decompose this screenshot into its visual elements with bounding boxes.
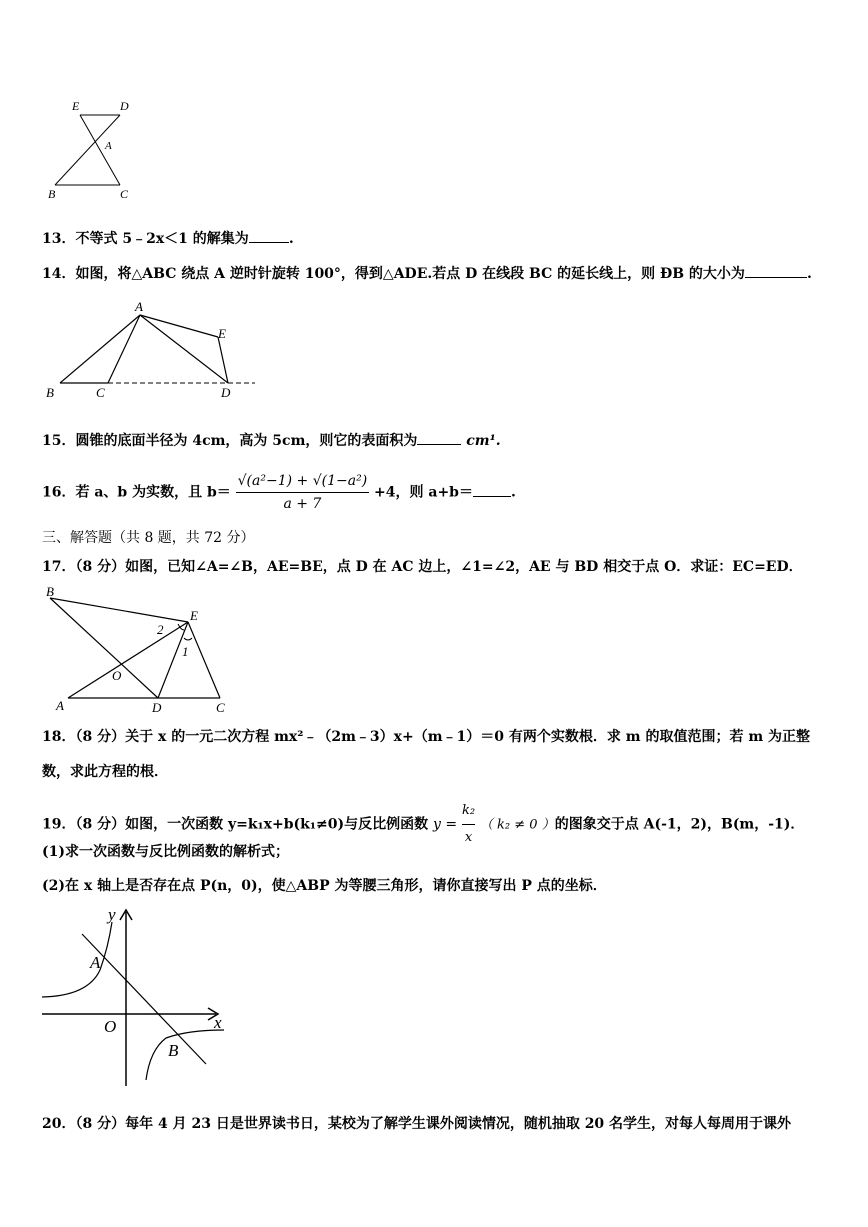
figure-q17: [38, 582, 238, 714]
label-O: O: [112, 668, 122, 683]
section-3-title: 三、解答题（共 8 题，共 72 分）: [42, 530, 255, 546]
question-19: 19．（8 分）如图，一次函数 y=k₁x+b(k₁≠0)与反比例函数 y = $\frac{\text{k₂}}{x}$ （ k₂ ≠ 0 ）的图象交于点 A(-1，2)，B(m，-1)．: [42, 798, 804, 851]
label-E: E: [72, 99, 80, 113]
label-D: D: [221, 385, 231, 400]
label-O: O: [104, 1017, 117, 1036]
figure-q19: [38, 900, 238, 1090]
answer-blank-16[interactable]: [473, 482, 511, 497]
answer-blank-14[interactable]: [745, 263, 807, 278]
label-A: A: [90, 953, 101, 972]
label-D: D: [120, 99, 129, 113]
question-18-line-1: 18．（8 分）关于 x 的一元二次方程 mx²﹣（2m﹣3）x+（m﹣1）＝0 有两个实数根．求 m 的取值范围；若 m 为正整: [42, 729, 811, 745]
figure-q12: [40, 95, 150, 205]
question-16: 16．若 a、b 为实数，且 b＝ $\frac{\text{√(a²−1) + √(1−a²)}}{a + 7}$ +4，则 a+b＝ .: [42, 470, 516, 515]
question-13-text: 13．不等式 5﹣2x＜1 的解集为: [42, 231, 249, 247]
label-B: B: [46, 584, 54, 599]
question-18-line-2: 数，求此方程的根．: [42, 764, 168, 780]
question-16-text: 16．若 a、b 为实数，且 b＝: [42, 484, 231, 501]
label-B: B: [48, 187, 56, 201]
label-C: C: [96, 385, 105, 400]
question-14: 14．如图，将△ABC 绕点 A 逆时针旋转 100°，得到△ADE.若点 D 在线段 BC 的延长线上，则 ÐB 的大小为 .: [42, 263, 812, 284]
axis-label-x: x: [214, 1013, 222, 1032]
question-13: 13．不等式 5﹣2x＜1 的解集为 .: [42, 228, 294, 249]
label-B: B: [168, 1041, 179, 1060]
fraction-q16: $\frac{\text{√(a²−1) + √(1−a²)}}{a + 7}$: [236, 470, 370, 515]
question-17: 17．（8 分）如图，已知∠A=∠B，AE=BE，点 D 在 AC 边上，∠1=∠2，AE 与 BD 相交于点 O．求证：EC=ED．: [42, 559, 803, 575]
label-D: D: [152, 700, 162, 714]
axis-label-y: y: [108, 905, 116, 924]
question-19-part-1: (1)求一次函数与反比例函数的解析式；: [42, 844, 289, 860]
answer-blank-15[interactable]: [417, 430, 461, 445]
label-B: B: [46, 385, 54, 400]
label-C: C: [120, 187, 129, 201]
label-A: A: [105, 140, 112, 152]
answer-blank-13[interactable]: [249, 228, 289, 243]
question-14-text: 14．如图，将△ABC 绕点 A 逆时针旋转 100°，得到△ADE.若点 D 在线段 BC 的延长线上，则 ÐB 的大小为: [42, 266, 745, 282]
label-E: E: [218, 326, 226, 341]
question-15-text: 15．圆锥的底面半径为 4cm，高为 5cm，则它的表面积为: [42, 433, 418, 449]
label-A: A: [56, 698, 64, 713]
fraction-k2-over-x: $\frac{\text{k₂}}{x}$: [462, 798, 475, 851]
figure-q14: [40, 295, 270, 407]
question-19-part-2: (2)在 x 轴上是否存在点 P(n，0)，使△ABP 为等腰三角形，请你直接写出 P 点的坐标．: [42, 878, 607, 894]
question-19-text: 19．（8 分）如图，一次函数 y=k₁x+b(k₁≠0)与反比例函数: [42, 816, 429, 833]
label-E: E: [190, 608, 198, 623]
label-angle-1: 1: [182, 644, 189, 659]
label-C: C: [216, 700, 225, 714]
question-15: 15．圆锥的底面半径为 4cm，高为 5cm，则它的表面积为 cm¹.: [42, 430, 501, 451]
question-20: 20．（8 分）每年 4 月 23 日是世界读书日，某校为了解学生课外阅读情况，随机抽取 20 名学生，对每人每周用于课外: [42, 1116, 792, 1132]
label-A: A: [135, 299, 143, 314]
label-angle-2: 2: [157, 622, 164, 637]
